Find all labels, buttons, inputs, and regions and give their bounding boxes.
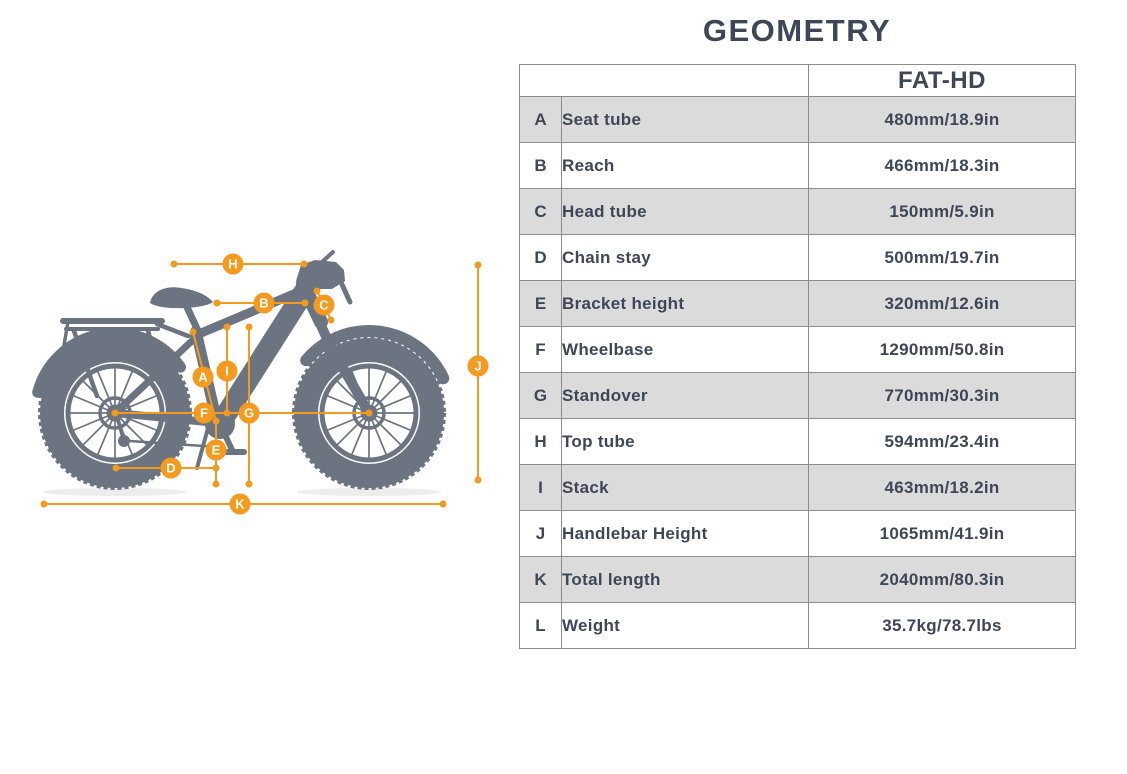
row-letter: E: [520, 281, 562, 327]
marker-badge-i: [217, 361, 238, 382]
svg-text:C: C: [319, 297, 329, 313]
row-label: Seat tube: [562, 97, 809, 143]
table-row: [520, 189, 1076, 235]
svg-text:F: F: [200, 405, 208, 421]
svg-text:J: J: [474, 358, 482, 374]
table-row: [520, 235, 1076, 281]
row-label: Reach: [562, 143, 809, 189]
marker-badge-c: [314, 295, 335, 316]
row-letter: B: [520, 143, 562, 189]
row-value: 770mm/30.3in: [809, 373, 1076, 419]
table-row: [520, 511, 1076, 557]
row-letter: K: [520, 557, 562, 603]
table-header-empty-cell: [520, 65, 809, 97]
row-label: Head tube: [562, 189, 809, 235]
row-letter: J: [520, 511, 562, 557]
marker-badge-h: [223, 254, 244, 275]
page-title: GEOMETRY: [702, 13, 892, 48]
row-label: Top tube: [562, 419, 809, 465]
row-letter: H: [520, 419, 562, 465]
row-value: 1065mm/41.9in: [809, 511, 1076, 557]
svg-text:G: G: [243, 405, 255, 421]
row-value: 463mm/18.2in: [809, 465, 1076, 511]
table-row: [520, 143, 1076, 189]
table-header-product: FAT-HD: [809, 65, 1076, 97]
row-letter: A: [520, 97, 562, 143]
row-label: Bracket height: [562, 281, 809, 327]
svg-text:B: B: [259, 295, 269, 311]
marker-badge-a: [193, 367, 214, 388]
row-label: Stack: [562, 465, 809, 511]
row-value: 35.7kg/78.7lbs: [809, 603, 1076, 649]
svg-text:K: K: [235, 496, 245, 512]
svg-text:H: H: [228, 256, 238, 272]
svg-text:I: I: [225, 363, 229, 379]
row-value: 320mm/12.6in: [809, 281, 1076, 327]
row-letter: I: [520, 465, 562, 511]
row-label: Weight: [562, 603, 809, 649]
saddle-icon: [150, 287, 213, 308]
row-letter: F: [520, 327, 562, 373]
marker-badge-j: [468, 356, 489, 377]
marker-badge-g: [239, 403, 260, 424]
row-label: Handlebar Height: [562, 511, 809, 557]
row-value: 2040mm/80.3in: [809, 557, 1076, 603]
bike-silhouette: [38, 252, 445, 496]
row-letter: G: [520, 373, 562, 419]
table-row: [520, 373, 1076, 419]
row-label: Total length: [562, 557, 809, 603]
marker-badge-d: [161, 458, 182, 479]
table-row: [520, 419, 1076, 465]
geometry-table: [519, 64, 1076, 649]
row-letter: D: [520, 235, 562, 281]
svg-text:D: D: [166, 460, 176, 476]
svg-text:E: E: [211, 442, 221, 458]
row-label: Standover: [562, 373, 809, 419]
row-label: Wheelbase: [562, 327, 809, 373]
row-letter: L: [520, 603, 562, 649]
marker-badge-e: [206, 440, 227, 461]
table-row: [520, 557, 1076, 603]
row-value: 500mm/19.7in: [809, 235, 1076, 281]
marker-badge-f: [194, 403, 215, 424]
row-value: 150mm/5.9in: [809, 189, 1076, 235]
table-row: [520, 603, 1076, 649]
table-row: [520, 97, 1076, 143]
table-row: [520, 327, 1076, 373]
row-value: 1290mm/50.8in: [809, 327, 1076, 373]
svg-text:A: A: [198, 369, 208, 385]
table-row: [520, 281, 1076, 327]
marker-badge-b: [254, 293, 275, 314]
row-value: 480mm/18.9in: [809, 97, 1076, 143]
row-value: 466mm/18.3in: [809, 143, 1076, 189]
marker-badge-k: [230, 494, 251, 515]
table-row: [520, 465, 1076, 511]
row-label: Chain stay: [562, 235, 809, 281]
table-header-row: [520, 65, 1076, 97]
row-letter: C: [520, 189, 562, 235]
row-value: 594mm/23.4in: [809, 419, 1076, 465]
